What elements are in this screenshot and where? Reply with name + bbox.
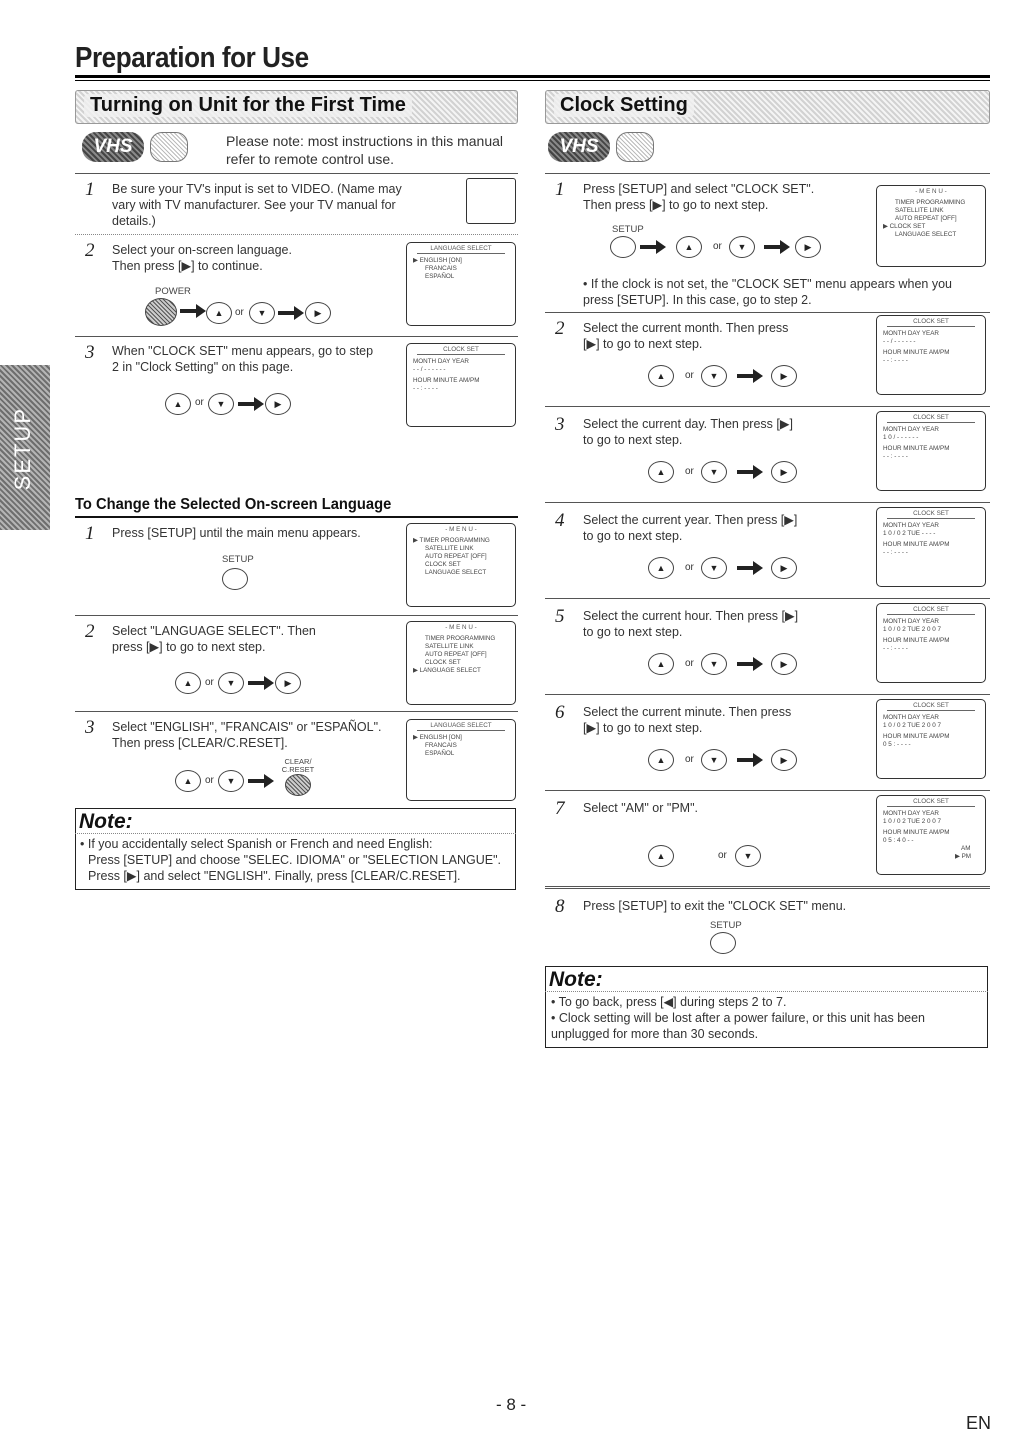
down-button-icon: ▼ [701,557,727,579]
arrow-icon [737,368,763,384]
screen-title: CLOCK SET [887,510,975,519]
right-button-icon: ▶ [265,393,291,415]
divider [545,886,990,887]
screen-row: 0 5 : 4 0 - - [883,837,914,844]
step-number: 4 [555,510,565,531]
screen-item: SATELLITE LINK [425,545,474,552]
power-button-icon [145,298,177,326]
setup-label: SETUP [612,224,644,235]
arrow-icon [278,305,304,321]
step-number: 3 [555,414,565,435]
screen-row: - - : - - - - [883,549,908,556]
screen-row: - - : - - - - [413,385,438,392]
screen-row: HOUR MINUTE AM/PM [883,541,950,548]
screen-item: LANGUAGE SELECT [425,569,487,576]
or-text: or [718,850,727,861]
setup-button-icon [710,932,736,954]
clock-set-screen [876,795,986,875]
screen-title: CLOCK SET [417,346,505,355]
step-text: When "CLOCK SET" menu appears, go to step 2 in "Clock Setting" on this page. [112,344,374,374]
bullet-text: • If the clock is not set, the "CLOCK SET" menu appears when you press [SETUP]. In this case, go to step 2. [583,277,952,307]
banner-first-time-text: Turning on Unit for the First Time [84,94,412,117]
or-text: or [235,307,244,318]
screen-row: 1 0 / 0 2 TUE 2 0 0 7 [883,818,941,825]
up-button-icon: ▲ [165,393,191,415]
down-button-icon: ▼ [701,653,727,675]
screen-item: TIMER PROGRAMMING [895,199,966,206]
screen-title: - M E N U - [915,188,947,195]
or-text: or [685,466,694,477]
screen-item: CLOCK SET [425,659,461,666]
screen-row: ▶ PM [955,853,972,860]
divider [75,711,518,712]
up-button-icon: ▲ [676,236,702,258]
screen-row: - - : - - - - [883,453,908,460]
right-button-icon: ▶ [795,236,821,258]
down-button-icon: ▼ [729,236,755,258]
screen-row: 1 0 / 0 2 TUE 2 0 0 7 [883,722,941,729]
clear-reset-button-icon [285,774,311,796]
clock-set-screen [876,411,986,491]
step-text: Select your on-screen language. Then press [▶] to continue. [112,243,292,273]
title-rule-thin [75,80,990,81]
power-label: POWER [155,286,191,297]
down-button-icon: ▼ [701,461,727,483]
divider [75,234,518,235]
screen-row: HOUR MINUTE AM/PM [883,829,950,836]
intro-text: Please note: most instructions in this manual refer to remote control use. [226,133,504,167]
step-text: Select the current hour. Then press [▶] to go to next step. [583,609,799,639]
setup-label: SETUP [710,920,742,931]
or-text: or [685,370,694,381]
screen-row: MONTH DAY YEAR [883,330,939,337]
divider [545,598,990,599]
up-button-icon: ▲ [648,365,674,387]
screen-row: MONTH DAY YEAR [883,426,939,433]
up-button-icon: ▲ [648,557,674,579]
screen-title: CLOCK SET [887,318,975,327]
or-text: or [205,775,214,786]
step-number: 1 [85,523,95,544]
screen-item: AUTO REPEAT [OFF] [425,553,487,560]
language-select-screen [406,242,516,326]
divider [545,173,990,174]
clock-set-screen [876,699,986,779]
screen-title: CLOCK SET [887,798,975,807]
down-button-icon: ▼ [218,770,244,792]
divider [545,790,990,791]
or-text: or [713,241,722,252]
setup-button-icon [610,236,636,258]
screen-item: ▶ ENGLISH [ON] [413,734,462,741]
down-button-icon: ▼ [701,749,727,771]
screen-item: SATELLITE LINK [425,643,474,650]
right-button-icon: ▶ [275,672,301,694]
up-button-icon: ▲ [206,302,232,324]
setup-button-icon [222,568,248,590]
arrow-icon [737,464,763,480]
screen-row: HOUR MINUTE AM/PM [883,637,950,644]
screen-row: HOUR MINUTE AM/PM [883,733,950,740]
divider [545,406,990,407]
step-number: 8 [555,896,565,917]
step-text: Select the current year. Then press [▶] to go to next step. [583,513,798,543]
screen-row: HOUR MINUTE AM/PM [883,445,950,452]
main-menu-screen [406,523,516,607]
divider [545,991,988,992]
or-text: or [195,397,204,408]
step-text: Press [SETUP] and select "CLOCK SET". Then press [▶] to go to next step. [583,182,815,212]
note-title: Note: [79,810,133,833]
screen-row: MONTH DAY YEAR [883,618,939,625]
clear-reset-label: CLEAR/ C.RESET [281,757,315,774]
down-button-icon: ▼ [249,302,275,324]
step-number: 7 [555,798,565,819]
right-button-icon: ▶ [771,749,797,771]
screen-row: MONTH DAY YEAR [883,522,939,529]
arrow-icon [248,675,274,691]
side-tab [0,365,50,530]
screen-title: CLOCK SET [887,702,975,711]
main-menu-screen-lang [406,621,516,705]
page-number: - 8 - [496,1395,527,1414]
step-number: 1 [555,179,565,200]
divider [545,888,990,889]
right-button-icon: ▶ [305,302,331,324]
divider [545,694,990,695]
screen-item: SATELLITE LINK [895,207,944,214]
clock-menu-screen [876,185,986,267]
setup-label: SETUP [222,554,254,565]
screen-row: 1 0 / - - - - - - [883,434,919,441]
screen-row: - - / - - - - - - [413,366,446,373]
right-button-icon: ▶ [771,461,797,483]
divider [75,173,518,174]
clock-set-screen [876,507,986,587]
down-button-icon: ▼ [218,672,244,694]
screen-row: - - : - - - - [883,357,908,364]
title-rule [75,75,990,78]
or-text: or [205,677,214,688]
screen-row: HOUR MINUTE AM/PM [413,377,480,384]
arrow-icon [180,303,206,319]
step-text: Select the current month. Then press [▶] to go to next step. [583,321,789,351]
arrow-icon [248,773,274,789]
step-text: Select the current day. Then press [▶] to go to next step. [583,417,793,447]
step-text: Press [SETUP] to exit the "CLOCK SET" menu. [583,899,847,913]
banner-clock-setting [545,90,990,124]
arrow-icon [640,239,666,255]
screen-item: ▶ ENGLISH [ON] [413,257,462,264]
up-button-icon: ▲ [648,653,674,675]
step-text: Select "LANGUAGE SELECT". Then press [▶] to go to next step. [112,624,316,654]
step-text: Press [SETUP] until the main menu appears. [112,526,361,540]
note-line: Press [SETUP] and choose "SELEC. IDIOMA" or "SELECTION LANGUE". [88,853,502,867]
language-select-screen-2 [406,719,516,801]
remote-icon [150,132,188,162]
screen-row: - - : - - - - [883,645,908,652]
or-text: or [685,754,694,765]
down-button-icon: ▼ [735,845,761,867]
right-button-icon: ▶ [771,365,797,387]
screen-item: LANGUAGE SELECT [895,231,957,238]
screen-row: 0 5 : - - - - [883,741,911,748]
screen-row: MONTH DAY YEAR [413,358,469,365]
down-button-icon: ▼ [701,365,727,387]
screen-item: AUTO REPEAT [OFF] [425,651,487,658]
language-code: EN [966,1413,992,1433]
step-text: Select "ENGLISH", "FRANCAIS" or "ESPAÑOL". Then press [CLEAR/C.RESET]. [112,720,382,750]
screen-item: ▶ TIMER PROGRAMMING [413,537,490,544]
note-line: Press [▶] and select "ENGLISH". Finally, press [CLEAR/C.RESET]. [88,869,461,883]
up-button-icon: ▲ [648,749,674,771]
arrow-icon [737,560,763,576]
banner-clock-text: Clock Setting [554,94,694,117]
step-text: Select the current minute. Then press [▶] to go to next step. [583,705,792,735]
screen-item: ▶ CLOCK SET [883,223,926,230]
right-button-icon: ▶ [771,653,797,675]
screen-item: ESPAÑOL [425,273,455,280]
step-number: 1 [85,179,95,200]
up-button-icon: ▲ [648,845,674,867]
arrow-icon [764,239,790,255]
screen-title: LANGUAGE SELECT [417,245,505,254]
clock-set-screen [876,603,986,683]
screen-title: - M E N U - [445,624,477,631]
screen-item: TIMER PROGRAMMING [425,635,496,642]
divider [545,502,990,503]
vhs-icon: VHS [82,132,144,162]
step-number: 6 [555,702,565,723]
step-text: Be sure your TV's input is set to VIDEO. (Name may vary with TV manufacturer. See your TV manual for details.) [112,182,402,228]
screen-row: 1 0 / 0 2 TUE 2 0 0 7 [883,626,941,633]
banner-first-time [75,90,518,124]
tv-icon [466,178,516,224]
screen-item: ▶ LANGUAGE SELECT [413,667,481,674]
section-heading: To Change the Selected On-screen Language [75,496,392,513]
vhs-icon: VHS [548,132,610,162]
page-title: Preparation for Use [75,42,309,74]
up-button-icon: ▲ [648,461,674,483]
step-number: 2 [555,318,565,339]
screen-title: CLOCK SET [887,414,975,423]
screen-title: - M E N U - [445,526,477,533]
note-line: • Clock setting will be lost after a power failure, or this unit has been unplugged for more than 30 seconds. [551,1011,926,1041]
right-button-icon: ▶ [771,557,797,579]
up-button-icon: ▲ [175,770,201,792]
screen-title: CLOCK SET [887,606,975,615]
screen-row: MONTH DAY YEAR [883,714,939,721]
side-tab-label: SETUP [10,407,35,491]
step-number: 2 [85,240,95,261]
or-text: or [685,658,694,669]
screen-item: CLOCK SET [425,561,461,568]
screen-row: - - / - - - - - - [883,338,916,345]
step-number: 2 [85,621,95,642]
screen-item: ESPAÑOL [425,750,455,757]
divider [75,615,518,616]
screen-title: LANGUAGE SELECT [417,722,505,731]
down-button-icon: ▼ [208,393,234,415]
arrow-icon [238,396,264,412]
step-number: 3 [85,342,95,363]
screen-row: 1 0 / 0 2 TUE - - - - [883,530,936,537]
up-button-icon: ▲ [175,672,201,694]
remote-icon [616,132,654,162]
screen-row: HOUR MINUTE AM/PM [883,349,950,356]
divider [75,833,516,834]
divider [75,516,518,518]
screen-row: AM [961,845,971,852]
screen-item: FRANCAIS [425,265,457,272]
note-line: • To go back, press [◀] during steps 2 to 7. [551,995,787,1009]
arrow-icon [737,752,763,768]
clock-set-screen [876,315,986,395]
step-number: 5 [555,606,565,627]
or-text: or [685,562,694,573]
clock-set-screen [406,343,516,427]
screen-item: AUTO REPEAT [OFF] [895,215,957,222]
step-text: Select "AM" or "PM". [583,801,698,815]
screen-row: MONTH DAY YEAR [883,810,939,817]
step-number: 3 [85,717,95,738]
divider [75,336,518,337]
screen-item: FRANCAIS [425,742,457,749]
note-title: Note: [549,968,603,991]
divider [545,312,990,313]
arrow-icon [737,656,763,672]
note-line: • If you accidentally select Spanish or French and need English: [80,837,433,851]
